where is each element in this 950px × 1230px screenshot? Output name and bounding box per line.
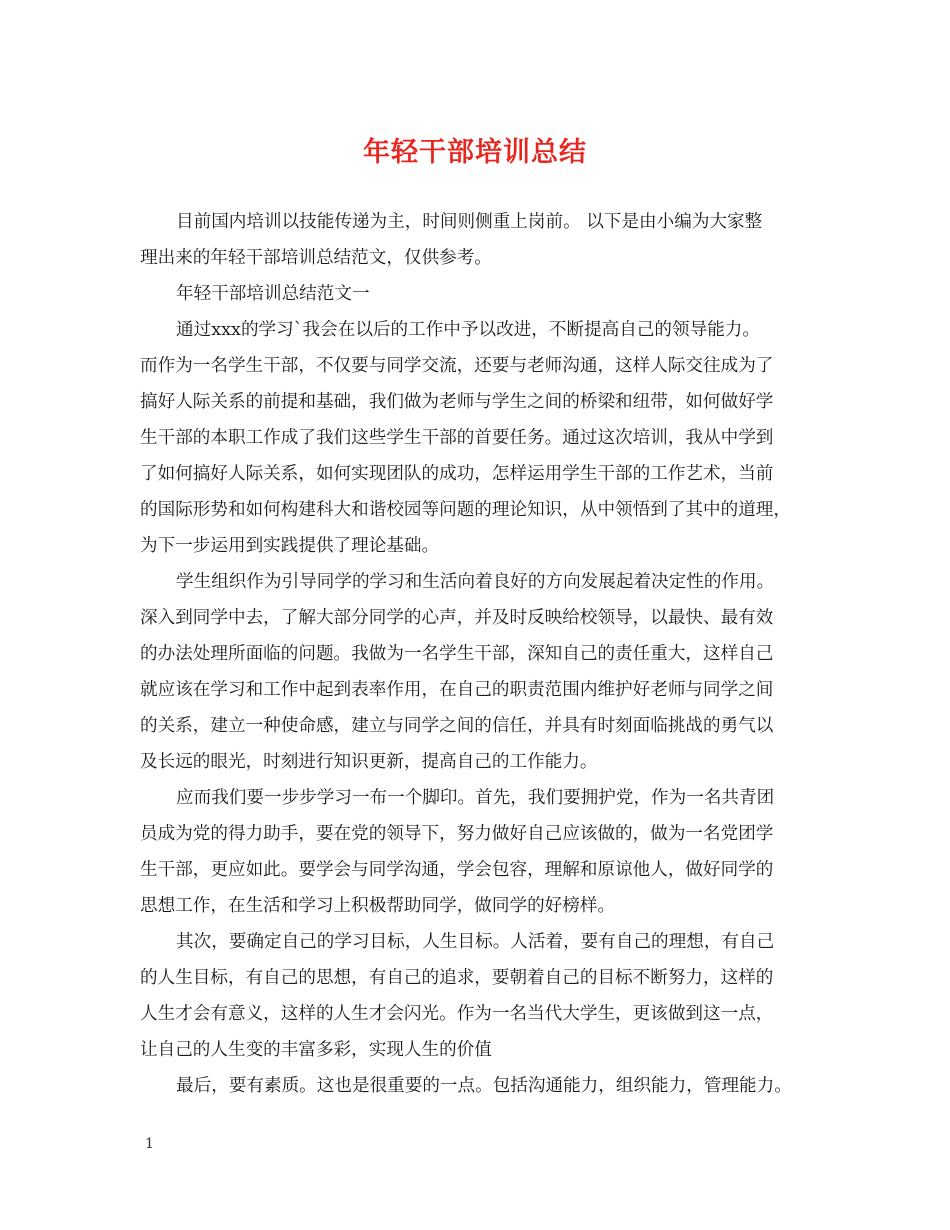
- text-line: 的人生目标，有自己的思想，有自己的追求，要朝着自己的目标不断努力，这样的: [140, 968, 774, 988]
- text-line: 的国际形势和如何构建科大和谐校园等问题的理论知识，从中领悟到了其中的道理，: [140, 500, 791, 520]
- text-line: 理出来的年轻干部培训总结范文，仅供参考。: [140, 248, 492, 268]
- text-line: 其次，要确定自己的学习目标，人生目标。人活着，要有自己的理想，有自己: [176, 932, 775, 952]
- text-line: 年轻干部培训总结范文一: [176, 284, 370, 304]
- text-line: 人生才会有意义，这样的人生才会闪光。作为一名当代大学生，更该做到这一点，: [140, 1004, 774, 1024]
- page-number: 1: [145, 1136, 154, 1152]
- text-line: 的办法处理所面临的问题。我做为一名学生干部，深知自己的责任重大，这样自己: [140, 644, 774, 664]
- text-line: 为下一步运用到实践提供了理论基础。: [140, 536, 440, 556]
- text-line: 最后，要有素质。这也是很重要的一点。包括沟通能力，组织能力，管理能力。: [176, 1076, 792, 1096]
- text-line: 生干部，更应如此。要学会与同学沟通，学会包容，理解和原谅他人，做好同学的: [140, 860, 774, 880]
- text-line: 及长远的眼光，时刻进行知识更新，提高自己的工作能力。: [140, 752, 598, 772]
- text-line: 思想工作，在生活和学习上积极帮助同学，做同学的好榜样。: [140, 896, 616, 916]
- text-line: 学生组织作为引导同学的学习和生活向着良好的方向发展起着决定性的作用。: [176, 572, 775, 592]
- text-line: 而作为一名学生干部，不仅要与同学交流，还要与老师沟通，这样人际交往成为了: [140, 356, 774, 376]
- text-line: 让自己的人生变的丰富多彩，实现人生的价值: [140, 1040, 492, 1060]
- document-title: 年轻干部培训总结: [363, 137, 587, 168]
- text-line: 了如何搞好人际关系，如何实现团队的成功，怎样运用学生干部的工作艺术，当前: [140, 464, 774, 484]
- text-line: 深入到同学中去，了解大部分同学的心声，并及时反映给校领导，以最快、最有效: [140, 608, 774, 628]
- text-line: 应而我们要一步步学习一布一个脚印。首先，我们要拥护党，作为一名共青团: [176, 788, 775, 808]
- text-line: 就应该在学习和工作中起到表率作用，在自己的职责范围内维护好老师与同学之间: [140, 680, 774, 700]
- text-line: 通过xxx的学习`我会在以后的工作中予以改进，不断提高自己的领导能力。: [176, 320, 760, 340]
- text-line: 搞好人际关系的前提和基础，我们做为老师与学生之间的桥梁和纽带，如何做好学: [140, 392, 774, 412]
- text-line: 目前国内培训以技能传递为主，时间则侧重上岗前。 以下是由小编为大家整: [176, 212, 763, 232]
- text-line: 生干部的本职工作成了我们这些学生干部的首要任务。通过这次培训，我从中学到: [140, 428, 774, 448]
- text-line: 员成为党的得力助手，要在党的领导下，努力做好自己应该做的，做为一名党团学: [140, 824, 774, 844]
- document-body: [140, 204, 830, 1104]
- text-line: 的关系，建立一种使命感，建立与同学之间的信任，并具有时刻面临挑战的勇气以: [140, 716, 774, 736]
